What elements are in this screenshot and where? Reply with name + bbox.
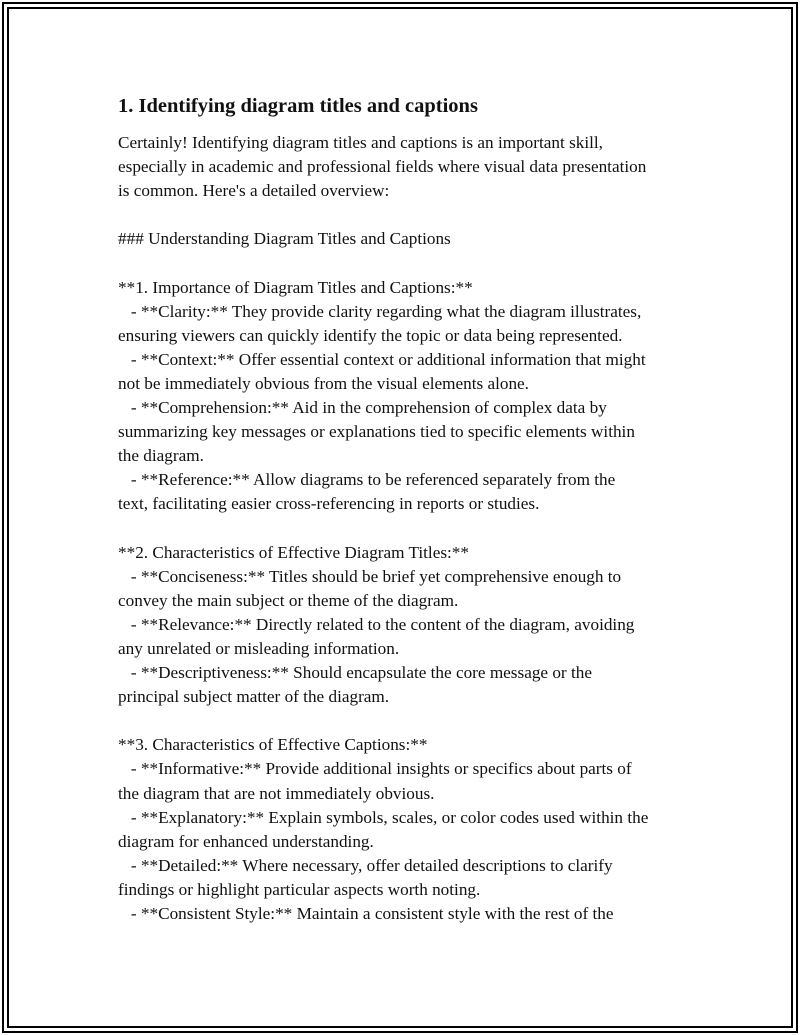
text-line: - **Consistent Style:** Maintain a consistent style with the rest of the <box>118 904 614 923</box>
blank-line <box>118 517 698 541</box>
document-title: 1. Identifying diagram titles and captions <box>118 95 478 117</box>
text-line: Certainly! Identifying diagram titles and captions is an important skill, <box>118 133 603 152</box>
text-line: the diagram. <box>118 446 204 466</box>
blank-line <box>118 251 698 275</box>
blank-line <box>118 203 698 227</box>
text-line: **1. Importance of Diagram Titles and Captions:** <box>118 277 473 297</box>
text-line: especially in academic and professional fields where visual data presentation <box>118 157 647 177</box>
text-line: - **Conciseness:** Titles should be brief yet comprehensive enough to <box>118 566 622 586</box>
document-content <box>118 94 698 926</box>
text-line: - **Clarity:** They provide clarity regarding what the diagram illustrates, <box>118 301 642 321</box>
text-line: - **Informative:** Provide additional insights or specifics about parts of <box>118 759 632 779</box>
blank-line <box>118 709 698 733</box>
text-line: ### Understanding Diagram Titles and Captions <box>118 229 451 249</box>
text-line: diagram for enhanced understanding. <box>118 831 374 851</box>
text-line: text, facilitating easier cross-referencing in reports or studies. <box>118 494 540 514</box>
text-line: **2. Characteristics of Effective Diagram Titles:** <box>118 542 469 562</box>
text-line: - **Context:** Offer essential context or additional information that might <box>118 349 646 369</box>
text-line: - **Explanatory:** Explain symbols, scales, or color codes used within the <box>118 807 649 827</box>
text-line: not be immediately obvious from the visual elements alone. <box>118 373 529 393</box>
text-line: - **Comprehension:** Aid in the comprehension of complex data by <box>118 398 607 418</box>
text-line: - **Relevance:** Directly related to the content of the diagram, avoiding <box>118 614 635 634</box>
document-body <box>118 131 698 926</box>
text-line: convey the main subject or theme of the diagram. <box>118 590 459 610</box>
text-line: any unrelated or misleading information. <box>118 638 400 658</box>
text-line: is common. Here's a detailed overview: <box>118 181 390 201</box>
text-line: summarizing key messages or explanations tied to specific elements within <box>118 422 635 442</box>
text-line: - **Descriptiveness:** Should encapsulate the core message or the <box>118 663 592 683</box>
text-line: the diagram that are not immediately obvious. <box>118 783 435 803</box>
text-line: ensuring viewers can quickly identify the topic or data being represented. <box>118 325 623 345</box>
text-line: - **Reference:** Allow diagrams to be referenced separately from the <box>118 470 616 490</box>
text-line: findings or highlight particular aspects worth noting. <box>118 879 481 899</box>
text-line: - **Detailed:** Where necessary, offer detailed descriptions to clarify <box>118 855 613 875</box>
text-line: principal subject matter of the diagram. <box>118 687 390 707</box>
text-line: **3. Characteristics of Effective Captions:** <box>118 735 428 755</box>
